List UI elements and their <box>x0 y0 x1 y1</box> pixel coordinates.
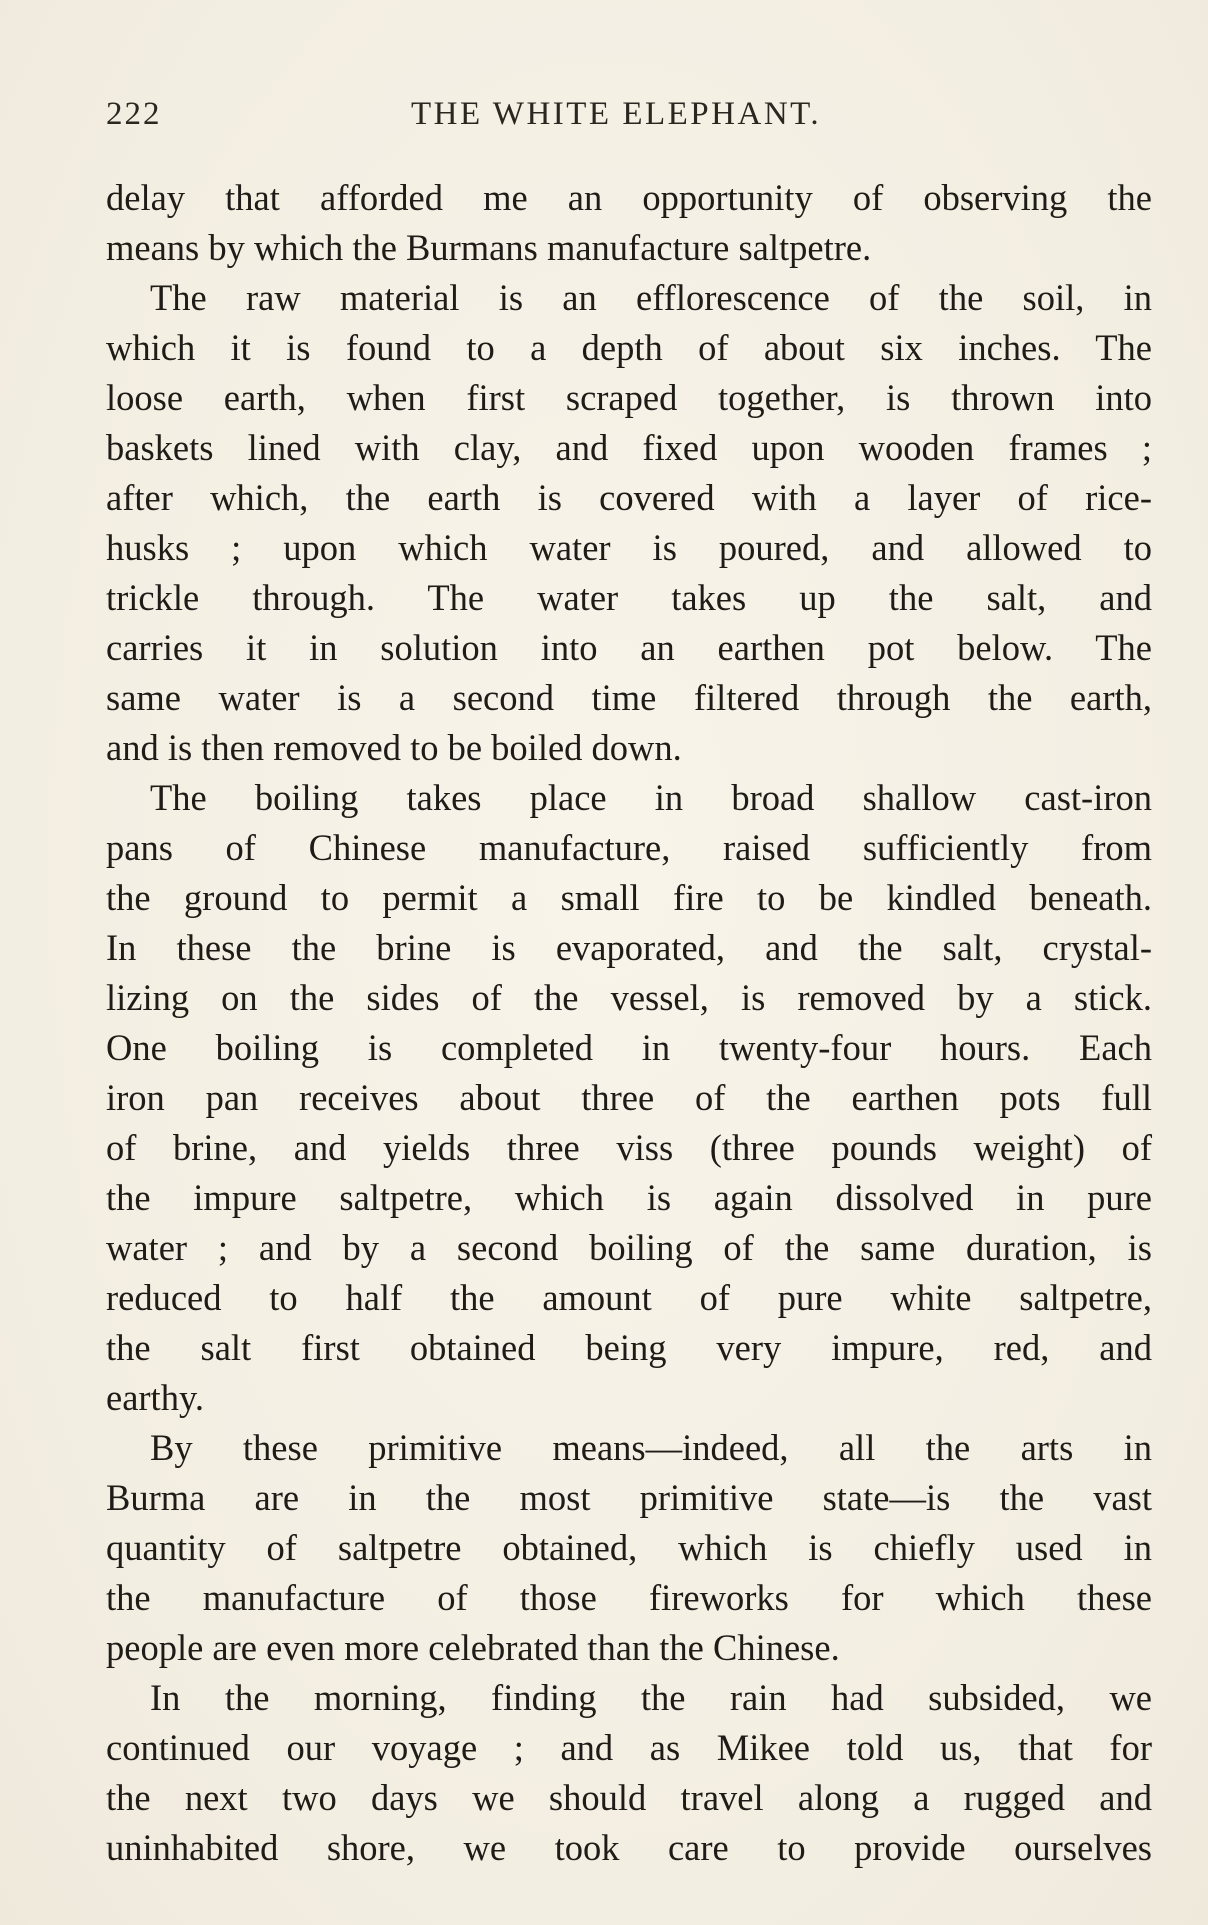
text-line: earthy. <box>106 1377 204 1418</box>
text-line: The raw material is an efflorescence of the soil, in <box>150 277 1152 318</box>
text-line: reduced to half the amount of pure white saltpetre, <box>106 1277 1152 1318</box>
text-line: One boiling is completed in twenty-four hours. Each <box>106 1027 1152 1068</box>
text-line: uninhabited shore, we took care to provide ourselves <box>106 1827 1152 1868</box>
body-text <box>106 173 1152 1873</box>
text-line: water ; and by a second boiling of the same duration, is <box>106 1227 1152 1268</box>
text-line: pans of Chinese manufacture, raised sufficiently from <box>106 827 1152 868</box>
text-line: the manufacture of those fireworks for which these <box>106 1577 1152 1618</box>
text-line: of brine, and yields three viss (three pounds weight) of <box>106 1127 1152 1168</box>
text-line: the ground to permit a small fire to be kindled beneath. <box>106 877 1152 918</box>
text-line: carries it in solution into an earthen pot below. The <box>106 627 1152 668</box>
text-line: baskets lined with clay, and fixed upon wooden frames ; <box>106 427 1152 468</box>
text-line: continued our voyage ; and as Mikee told us, that for <box>106 1727 1152 1768</box>
text-line: Burma are in the most primitive state—is the vast <box>106 1477 1152 1518</box>
text-line: the next two days we should travel along a rugged and <box>106 1777 1152 1818</box>
text-line: husks ; upon which water is poured, and allowed to <box>106 527 1152 568</box>
running-head <box>106 96 1152 140</box>
text-line: lizing on the sides of the vessel, is removed by a stick. <box>106 977 1152 1018</box>
text-line: quantity of saltpetre obtained, which is chiefly used in <box>106 1527 1152 1568</box>
text-line: people are even more celebrated than the Chinese. <box>106 1627 840 1668</box>
page-number: 222 <box>106 96 162 132</box>
text-line: and is then removed to be boiled down. <box>106 727 682 768</box>
text-line: iron pan receives about three of the earthen pots full <box>106 1077 1152 1118</box>
text-line: the impure saltpetre, which is again dissolved in pure <box>106 1177 1152 1218</box>
text-line: The boiling takes place in broad shallow cast-iron <box>150 777 1152 818</box>
text-line: loose earth, when first scraped together, is thrown into <box>106 377 1152 418</box>
text-line: which it is found to a depth of about six inches. The <box>106 327 1152 368</box>
text-line: In the morning, finding the rain had subsided, we <box>150 1677 1152 1718</box>
text-line: same water is a second time filtered through the earth, <box>106 677 1152 718</box>
text-line: In these the brine is evaporated, and the salt, crystal- <box>106 927 1152 968</box>
text-line: By these primitive means—indeed, all the arts in <box>150 1427 1152 1468</box>
text-line: delay that afforded me an opportunity of observing the <box>106 177 1152 218</box>
text-line: means by which the Burmans manufacture saltpetre. <box>106 227 872 268</box>
text-line: the salt first obtained being very impure, red, and <box>106 1327 1152 1368</box>
running-title: THE WHITE ELEPHANT. <box>411 96 822 132</box>
text-line: after which, the earth is covered with a layer of rice- <box>106 477 1152 518</box>
text-line: trickle through. The water takes up the salt, and <box>106 577 1152 618</box>
